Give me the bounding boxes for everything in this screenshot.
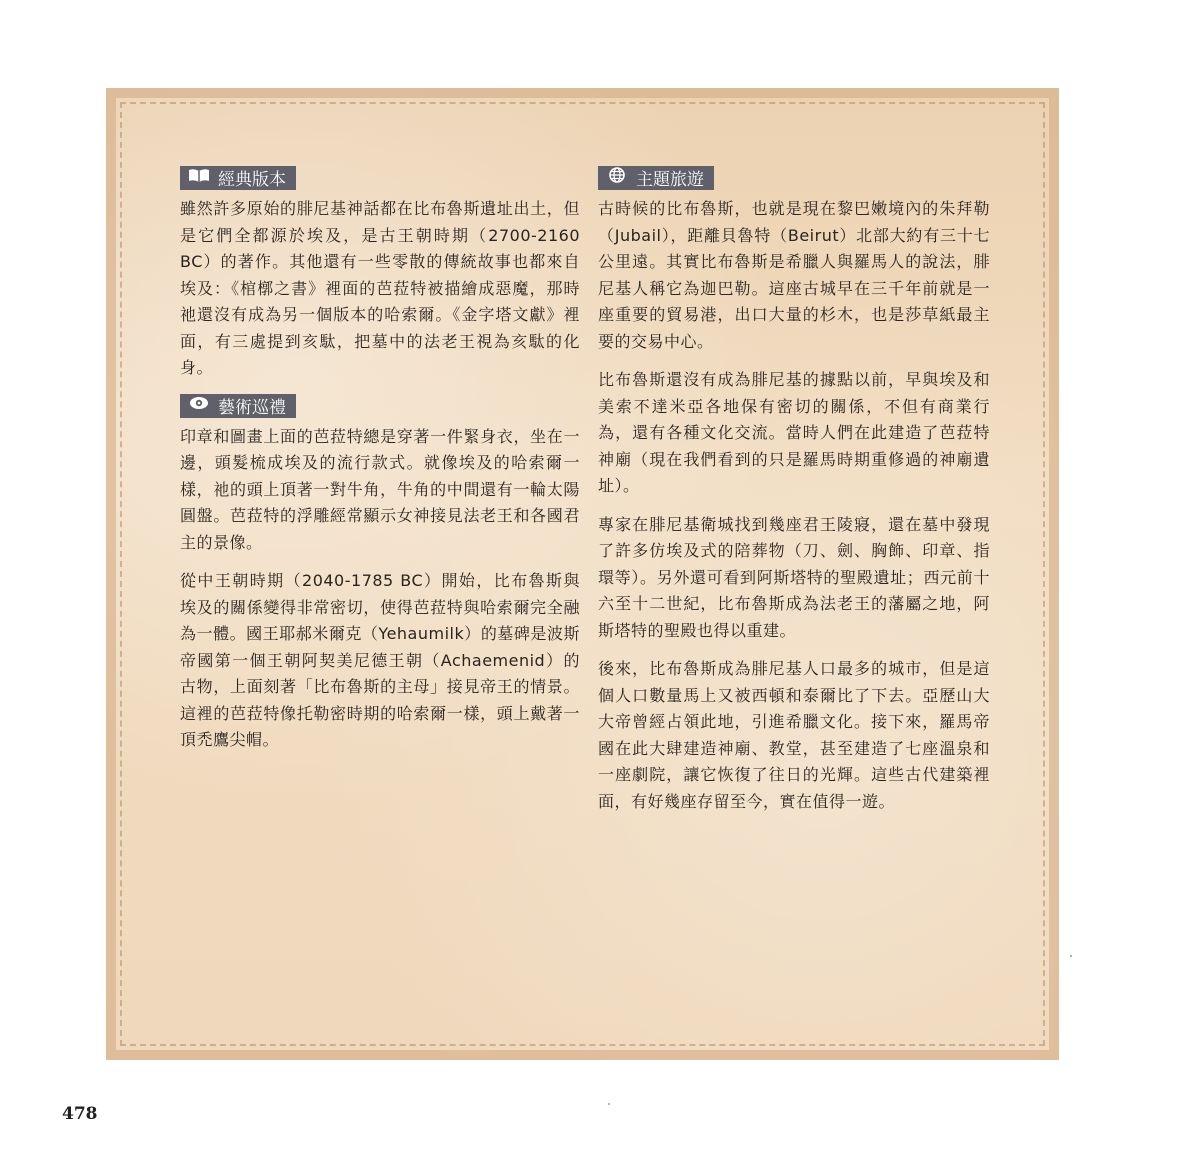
section-heading-theme-travel bbox=[598, 166, 714, 190]
paragraph: 雖然許多原始的腓尼基神話都在比布魯斯遺址出土，但是它們全都源於埃及，是古王朝時期（2700-2160 BC）的著作。其他還有一些零散的傳統故事也都來自埃及：《棺槨之書》裡面的芭菈特被描繪成惡魔，那時祂還沒有成為另一個版本的哈索爾。《金字塔文獻》裡面，有三處提到亥駄，把墓中的法老王視為亥駄的化身。 bbox=[180, 199, 580, 377]
paragraph: 印章和圖畫上面的芭菈特總是穿著一件緊身衣，坐在一邊，頭髮梳成埃及的流行款式。就像埃及的哈索爾一樣，祂的頭上頂著一對牛角，牛角的中間還有一輪太陽圓盤。芭菈特的浮雕經常顯示女神接見法老王和各國君主的景像。 bbox=[180, 426, 580, 552]
section-title: 主題旅遊 bbox=[636, 170, 704, 190]
paragraph: 專家在腓尼基衛城找到幾座君王陵寢，還在墓中發現了許多仿埃及式的陪葬物（刀、劍、胸飾、印章、指環等）。另外還可看到阿斯塔特的聖殿遺址；西元前十六至十二世紀，比布魯斯成為法老王的藩屬之地，阿斯塔特的聖殿也得以重建。 bbox=[598, 514, 990, 640]
scan-speck bbox=[1070, 955, 1072, 957]
eye-icon bbox=[188, 395, 210, 416]
paragraph: 後來，比布魯斯成為腓尼基人口最多的城市，但是這個人口數量馬上又被西頓和泰爾比了下去。亞歷山大大帝曾經占領此地，引進希臘文化。接下來，羅馬帝國在此大肆建造神廟、教堂，甚至建造了七座溫泉和一座劇院，讓它恢復了往日的光輝。這些古代建築裡面，有好幾座存留至今，實在值得一遊。 bbox=[598, 659, 990, 811]
right-column bbox=[598, 166, 990, 827]
left-column bbox=[180, 166, 580, 766]
paragraph: 從中王朝時期（2040-1785 BC）開始，比布魯斯與埃及的關係變得非常密切，使得芭菈特與哈索爾完全融為一體。國王耶郝米爾克（Yehaumilk）的墓碑是波斯帝國第一個王朝阿契美尼德王朝（Achaemenid）的古物，上面刻著「比布魯斯的主母」接見帝王的情景。這裡的芭菈特像托勒密時期的哈索爾一樣，頭上戴著一頂禿鷹尖帽。 bbox=[180, 571, 580, 749]
section-heading-classic-versions bbox=[180, 166, 296, 190]
paragraph: 古時候的比布魯斯，也就是現在黎巴嫩境內的朱拜勒（Jubail），距離貝魯特（Beirut）北部大約有三十七公里遠。其實比布魯斯是希臘人與羅馬人的說法，腓尼基人稱它為迦巴勒。這座古城早在三千年前就是一座重要的貿易港，出口大量的杉木，也是莎草紙最主要的交易中心。 bbox=[598, 199, 990, 351]
paragraph: 比布魯斯還沒有成為腓尼基的據點以前，早與埃及和美索不達米亞各地保有密切的關係，不但有商業行為，還有各種文化交流。當時人們在此建造了芭菈特神廟（現在我們看到的只是羅馬時期重修過的神廟遺址）。 bbox=[598, 370, 990, 495]
book-icon bbox=[188, 167, 210, 188]
section-title: 經典版本 bbox=[218, 170, 286, 190]
section-title: 藝術巡禮 bbox=[218, 397, 286, 418]
parchment-panel bbox=[106, 88, 1059, 1060]
scan-speck bbox=[608, 1103, 610, 1105]
globe-icon bbox=[606, 167, 628, 188]
section-heading-art-tour bbox=[180, 394, 296, 418]
page-number: 478 bbox=[62, 1104, 98, 1124]
